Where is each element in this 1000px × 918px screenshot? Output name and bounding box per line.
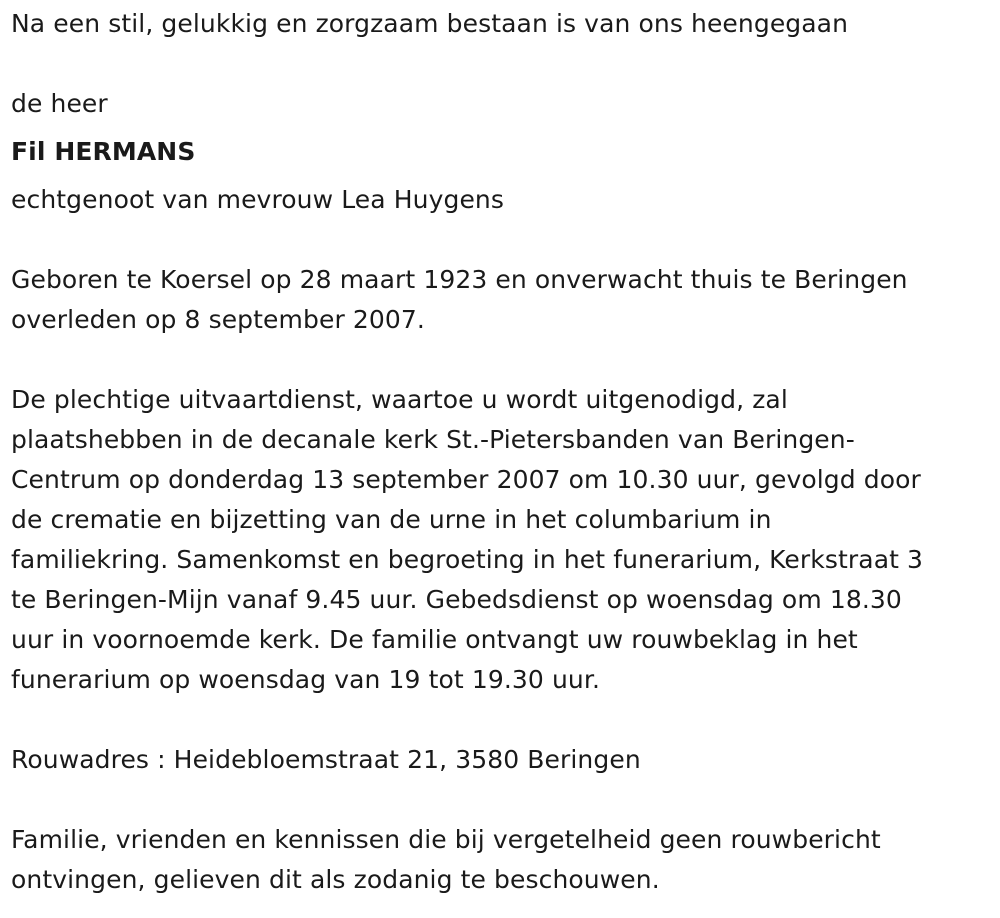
ceremony-line-8: funerarium op woensdag van 19 tot 19.30 uur.: [11, 665, 600, 694]
title-prefix: de heer: [11, 89, 108, 118]
intro-text: Na een stil, gelukkig en zorgzaam bestaan is van ons heengegaan: [11, 9, 849, 38]
ceremony-line-1: De plechtige uitvaartdienst, waartoe u wordt uitgenodigd, zal: [11, 385, 788, 414]
closing-line-2: ontvingen, gelieven dit als zodanig te beschouwen.: [11, 865, 660, 894]
ceremony-line-2: plaatshebben in de decanale kerk St.-Pietersbanden van Beringen-: [11, 425, 855, 454]
ceremony-line-7: uur in voornoemde kerk. De familie ontvangt uw rouwbeklag in het: [11, 625, 858, 654]
closing-line-1: Familie, vrienden en kennissen die bij vergetelheid geen rouwbericht: [11, 825, 881, 854]
ceremony-line-4: de crematie en bijzetting van de urne in het columbarium in: [11, 505, 772, 534]
deceased-name: Fil HERMANS: [11, 137, 196, 166]
ceremony-line-5: familiekring. Samenkomst en begroeting in het funerarium, Kerkstraat 3: [11, 545, 924, 574]
ceremony-line-6: te Beringen-Mijn vanaf 9.45 uur. Gebedsdienst op woensdag om 18.30: [11, 585, 902, 614]
ceremony-line-3: Centrum op donderdag 13 september 2007 om 10.30 uur, gevolgd door: [11, 465, 921, 494]
birth-death-line-1: Geboren te Koersel op 28 maart 1923 en onverwacht thuis te Beringen: [11, 265, 908, 294]
birth-death-line-2: overleden op 8 september 2007.: [11, 305, 425, 334]
mourning-address: Rouwadres : Heidebloemstraat 21, 3580 Beringen: [11, 745, 641, 774]
spouse-line: echtgenoot van mevrouw Lea Huygens: [11, 185, 504, 214]
